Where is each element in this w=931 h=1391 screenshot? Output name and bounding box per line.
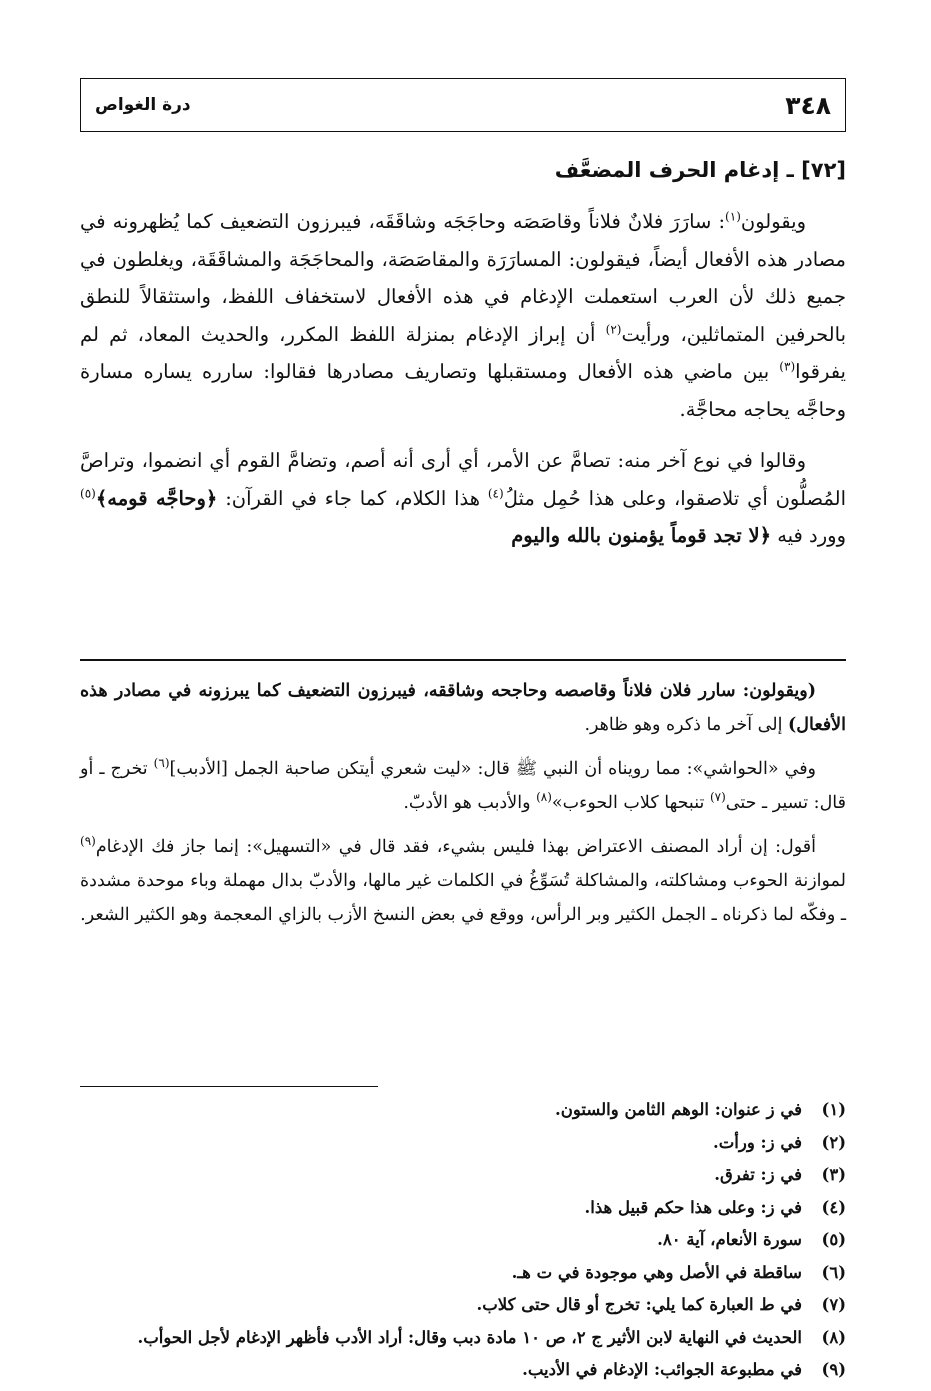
footnote-ref-6[interactable]: (٦) (153, 756, 170, 771)
footnote-number: (٩) (821, 1360, 846, 1379)
page-header (80, 78, 846, 132)
footnote-ref-7[interactable]: (٧) (709, 790, 726, 805)
running-title: درة الغواص (95, 95, 191, 115)
commentary-text: والأدبب هو الأدبّ. (403, 793, 537, 813)
commentary-text: إلى آخر ما ذكره وهو ظاهر. (584, 715, 789, 735)
footnote-item (80, 1159, 846, 1192)
footnote-item (80, 1257, 846, 1290)
footnote-ref-1[interactable]: (١) (725, 209, 741, 224)
main-text-span: ويقولون (740, 210, 806, 233)
footnote-text: سورة الأنعام، آية ٨٠. (657, 1230, 802, 1249)
footnote-text: الحديث في النهاية لابن الأثير ج ٢، ص ١٠ مادة دبب وقال: أراد الأدب فأظهر الإدغام لأجل الحوأب. (137, 1327, 802, 1347)
footnote-number: (٤) (821, 1197, 846, 1217)
main-paragraph-2 (80, 442, 846, 555)
book-page (80, 78, 846, 1379)
footnote-text: في ط العبارة كما يلي: تخرج أو قال حتى كلاب. (476, 1295, 802, 1314)
commentary-text: أقول: إن أراد المصنف الاعتراض بهذا فليس بشيء، فقد قال في «التسهيل»: إنما جاز فك الإدغام (95, 837, 816, 857)
main-paragraph-1 (80, 203, 846, 428)
footnote-item (80, 1224, 846, 1257)
footnote-ref-8[interactable]: (٨) (536, 790, 552, 805)
footnote-text: في ز: وعلى هذا حكم قبيل هذا. (584, 1197, 802, 1217)
footnote-number: (١) (821, 1100, 846, 1119)
footnote-ref-4[interactable]: (٤) (487, 486, 504, 500)
footnotes-divider (80, 1086, 378, 1087)
footnote-text: في ز: تفرق. (714, 1165, 802, 1184)
quran-quote: ﴿وحاجَّه قومه﴾ (95, 486, 218, 510)
footnote-ref-2[interactable]: (٢) (605, 322, 622, 336)
main-text (80, 203, 846, 555)
footnote-item (80, 1322, 846, 1355)
main-text-span: أن إبراز الإدغام بمنزلة اللفظ المكرر، والحديث المعاد، ثم لم يفرقوا (80, 322, 846, 383)
section-title: [٧٢] ـ إدغام الحرف المضعَّف (554, 158, 846, 182)
footnote-text: في ز عنوان: الوهم الثامن والستون. (555, 1100, 802, 1119)
footnote-ref-3[interactable]: (٣) (779, 359, 796, 374)
footnote-number: (٥) (821, 1230, 846, 1249)
commentary-text: لموازنة الحوءب ومشاكلته، والمشاكلة تُسَوِّغُ في الكلمات غير مالها، والأدبّ بدال مهملة وباء موحدة مشددة ـ وفكّه لما ذكرناه ـ الجمل الكثير وبر الرأس، ووقع في بعض النسخ الأزب بالزاي المعجمة وهو الكثير الشعر. (80, 871, 846, 925)
footnote-item (80, 1192, 846, 1225)
footnote-number: (٨) (821, 1327, 846, 1347)
commentary-paragraph-1 (80, 674, 846, 742)
footnote-item (80, 1094, 846, 1127)
commentary-section (80, 674, 846, 942)
quran-quote: ﴿لا تجد قوماً يؤمنون بالله واليوم (511, 524, 771, 547)
main-text-span: وقالوا في نوع آخر منه: تصامَّ عن الأمر، أي أرى أنه أصم، وتضامَّ القوم أي انضموا، وتراصَّ المُصلُّون أي تلاصقوا، وعلى هذا حُمِل مثلُ (80, 449, 846, 510)
commentary-paragraph-2 (80, 752, 846, 820)
commentary-paragraph-3 (80, 830, 846, 932)
footnote-ref-9[interactable]: (٩) (80, 834, 96, 849)
main-text-span: : سارَرَ فلانٌ فلاناً وقاصَصَه وحاجَجَه وشاقَقَه، فيبرزون التضعيف كما يُظهرونه في مصادر هذه الأفعال أيضاً، فيقولون: المسارَرَة والمقاصَصَة، والمحاجَجَة والمشاقَقَة، ويغلطون في جميع ذلك لأن العرب استعملت الإدغام في هذه الأفعال لاستخفاف اللفظ، واستثقالاً للنطق بالحرفين المتماثلين، ورأيت (80, 210, 846, 346)
footnote-number: (٢) (821, 1132, 846, 1152)
footnote-text: ساقطة في الأصل وهي موجودة في ت هـ. (511, 1262, 802, 1282)
footnote-number: (٦) (821, 1262, 846, 1282)
main-text-span: بين ماضي هذه الأفعال ومستقبلها وتصاريف مصادرها فقالوا: سارره يساره مسارة وحاجَّه يحاجه محاجَّة. (80, 360, 846, 421)
commentary-text: تنبحها كلاب الحوءب» (551, 793, 710, 813)
commentary-text: تخرج ـ أو قال: تسير ـ حتى (80, 759, 846, 813)
footnote-item (80, 1289, 846, 1322)
footnote-item (80, 1127, 846, 1160)
footnote-number: (٧) (821, 1295, 846, 1314)
footnote-ref-5[interactable]: (٥) (80, 486, 96, 500)
main-text-span: وورد فيه (771, 524, 846, 547)
footnote-number: (٣) (821, 1165, 846, 1184)
footnote-text: في مطبوعة الجوائب: الإدغام في الأديب. (522, 1360, 802, 1379)
footnotes-list (80, 1094, 846, 1387)
footnote-item (80, 1354, 846, 1387)
commentary-quote: (ويقولون: سارر فلان فلاناً وقاصصه وحاجحه وشاققه، فيبرزون التضعيف كما يبرزونه في مصادر هذه الأفعال) (80, 681, 846, 735)
page-number: ٣٤٨ (785, 90, 831, 120)
commentary-text: وفي «الحواشي»: مما رويناه أن النبي ﷺ قال: «ليت شعري أيتكن صاحبة الجمل [الأدبب] (169, 759, 817, 779)
commentary-divider (80, 659, 846, 661)
main-text-span: هذا الكلام، كما جاء في القرآن: (217, 486, 488, 510)
footnote-text: في ز: ورأت. (713, 1132, 802, 1152)
